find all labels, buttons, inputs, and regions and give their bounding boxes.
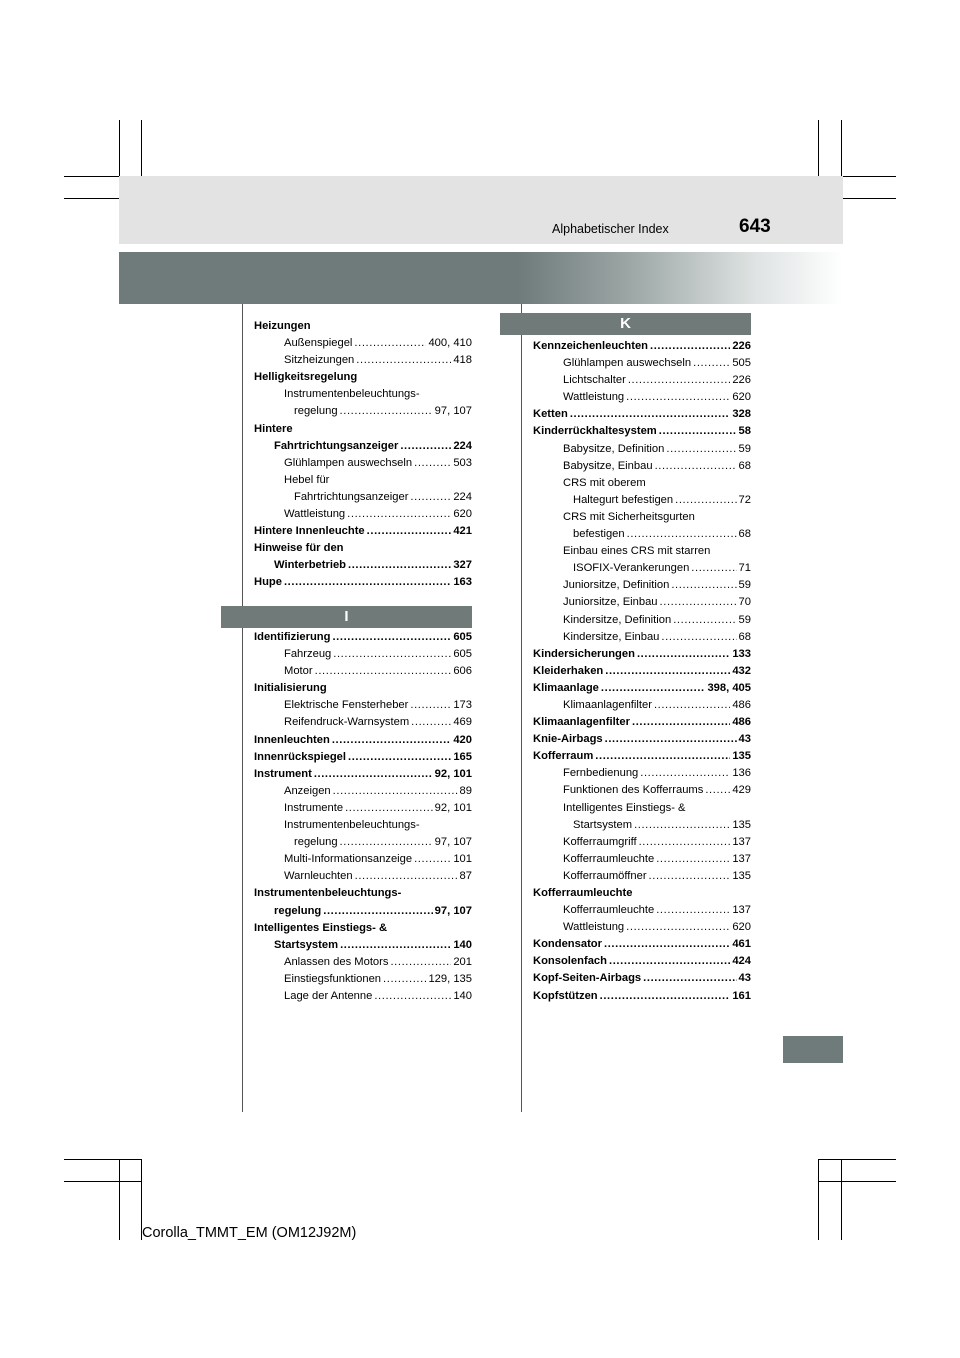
leader-dots bbox=[315, 663, 452, 680]
leader-dots bbox=[570, 406, 731, 423]
index-term: Babysitze, Definition bbox=[563, 442, 665, 455]
index-term: Fernbedienung bbox=[563, 767, 639, 780]
page-reference: 605 bbox=[453, 631, 472, 643]
index-term: Kondensator bbox=[533, 938, 602, 951]
index-entry-sub bbox=[254, 455, 472, 472]
index-entry-sub bbox=[254, 817, 472, 834]
page-reference: 424 bbox=[732, 955, 751, 968]
index-entry-main bbox=[533, 970, 751, 987]
index-entry-main bbox=[254, 749, 472, 766]
index-term: Innenleuchten bbox=[254, 733, 330, 746]
page-reference: 503 bbox=[453, 456, 472, 469]
index-term: Außenspiegel bbox=[284, 337, 353, 350]
index-entry-sub bbox=[533, 509, 751, 526]
index-entry-sub bbox=[533, 372, 751, 389]
leader-dots bbox=[632, 714, 730, 731]
page-reference: 486 bbox=[732, 698, 751, 711]
page-reference: 89 bbox=[459, 784, 472, 797]
index-entry-main bbox=[254, 937, 472, 954]
index-term: Helligkeitsregelung bbox=[254, 371, 358, 384]
leader-dots bbox=[659, 423, 737, 440]
leader-dots bbox=[656, 902, 730, 919]
index-term: Kofferraumgriff bbox=[563, 835, 637, 848]
index-entry-sub bbox=[533, 868, 751, 885]
leader-dots bbox=[374, 988, 451, 1005]
index-entry-main bbox=[254, 766, 472, 783]
index-term: Intelligentes Einstiegs- & bbox=[254, 921, 388, 934]
index-term: Wattleistung bbox=[284, 508, 346, 521]
page-reference: 129, 135 bbox=[428, 972, 472, 985]
index-entry-sub bbox=[254, 834, 472, 851]
index-term: Sitzheizungen bbox=[284, 354, 355, 367]
page-reference: 140 bbox=[453, 938, 472, 951]
page-reference: 136 bbox=[732, 767, 751, 780]
leader-dots bbox=[675, 492, 736, 509]
leader-dots bbox=[627, 526, 737, 543]
index-term: Kinderrückhaltesystem bbox=[533, 425, 657, 438]
page-reference: 328 bbox=[732, 408, 751, 421]
leader-dots bbox=[655, 458, 737, 475]
index-entry-main bbox=[533, 714, 751, 731]
leader-dots bbox=[604, 936, 730, 953]
page-reference: 620 bbox=[732, 391, 751, 404]
index-term: Juniorsitze, Einbau bbox=[563, 596, 658, 609]
page-reference: 226 bbox=[732, 340, 751, 352]
leader-dots bbox=[340, 834, 433, 851]
page-reference: 605 bbox=[453, 648, 472, 661]
index-entry-main bbox=[533, 885, 751, 902]
index-term: Kleiderhaken bbox=[533, 664, 604, 677]
section-thumb-tab bbox=[783, 1036, 843, 1063]
index-entry-sub bbox=[533, 543, 751, 560]
leader-dots bbox=[348, 557, 451, 574]
index-term: Wattleistung bbox=[563, 921, 625, 934]
index-term: Fahrtrichtungsanzeiger bbox=[294, 490, 409, 503]
index-entry-main bbox=[254, 903, 472, 920]
index-term: Reifendruck-Warnsystem bbox=[284, 716, 410, 729]
page-reference: 137 bbox=[732, 904, 751, 917]
crop-mark bbox=[818, 1181, 896, 1182]
index-entry-main bbox=[533, 680, 751, 697]
index-term: Hintere Innenleuchte bbox=[254, 525, 365, 538]
index-entry-main bbox=[254, 920, 472, 937]
leader-dots bbox=[639, 834, 731, 851]
leader-dots bbox=[323, 903, 432, 920]
leader-dots bbox=[609, 953, 730, 970]
index-entry-sub bbox=[254, 954, 472, 971]
page-reference: 429 bbox=[732, 784, 751, 797]
leader-dots bbox=[654, 697, 730, 714]
page-reference: 418 bbox=[453, 354, 472, 367]
index-term: Instrumentenbeleuchtungs- bbox=[284, 819, 420, 832]
page-reference: 137 bbox=[732, 835, 751, 848]
index-entry-sub bbox=[254, 489, 472, 506]
leader-dots bbox=[666, 441, 736, 458]
index-term: Multi-Informationsanzeige bbox=[284, 853, 413, 866]
leader-dots bbox=[348, 749, 451, 766]
leader-dots bbox=[356, 352, 451, 369]
page-reference: 226 bbox=[732, 374, 751, 387]
page-reference: 140 bbox=[453, 989, 472, 1002]
index-entry-sub bbox=[533, 782, 751, 799]
page-reference: 173 bbox=[453, 699, 472, 712]
leader-dots bbox=[693, 355, 730, 372]
leader-dots bbox=[605, 731, 737, 748]
index-term: Instrumentenbeleuchtungs- bbox=[254, 887, 402, 900]
leader-dots bbox=[691, 560, 736, 577]
leader-dots bbox=[390, 954, 451, 971]
index-entry-main bbox=[254, 318, 472, 335]
crop-mark bbox=[841, 1160, 842, 1240]
page-reference: 224 bbox=[453, 439, 472, 452]
index-entry-sub bbox=[533, 765, 751, 782]
index-term: Instrumentenbeleuchtungs- bbox=[284, 388, 420, 401]
index-term: Kennzeichenleuchten bbox=[533, 340, 649, 352]
leader-dots bbox=[410, 489, 451, 506]
leader-dots bbox=[634, 817, 730, 834]
leader-dots bbox=[340, 937, 451, 954]
index-entry-main bbox=[254, 523, 472, 540]
index-entry-sub bbox=[533, 612, 751, 629]
page-reference: 469 bbox=[453, 716, 472, 729]
index-term: ISOFIX-Verankerungen bbox=[573, 562, 690, 575]
index-term: Hupe bbox=[254, 576, 282, 589]
leader-dots bbox=[595, 748, 730, 765]
page-reference: 97, 107 bbox=[434, 904, 472, 917]
index-term: Identifizierung bbox=[254, 631, 331, 643]
leader-dots bbox=[314, 766, 433, 783]
page-reference: 59 bbox=[738, 442, 751, 455]
index-term: Kofferraumleuchte bbox=[563, 904, 655, 917]
crop-mark bbox=[818, 1159, 896, 1160]
page-reference: 135 bbox=[732, 818, 751, 831]
index-term: Hintere bbox=[254, 422, 293, 435]
index-term: Glühlampen auswechseln bbox=[284, 456, 413, 469]
page-reference: 135 bbox=[732, 869, 751, 882]
page-number: 643 bbox=[739, 216, 771, 237]
index-entry-sub bbox=[533, 475, 751, 492]
index-entry-main bbox=[533, 731, 751, 748]
index-term: Kindersicherungen bbox=[533, 647, 635, 660]
index-term: Instrumente bbox=[284, 801, 344, 814]
index-term: Heizungen bbox=[254, 320, 311, 332]
page-reference: 43 bbox=[738, 972, 751, 985]
index-term: Motor bbox=[284, 665, 313, 678]
index-column-left-h bbox=[254, 318, 472, 592]
leader-dots bbox=[705, 782, 730, 799]
index-term: Intelligentes Einstiegs- & bbox=[563, 801, 686, 814]
leader-dots bbox=[411, 714, 451, 731]
index-term: Instrument bbox=[254, 767, 312, 780]
index-term: Haltegurt befestigen bbox=[573, 493, 674, 506]
index-term: Anlassen des Motors bbox=[284, 955, 389, 968]
index-entry-sub bbox=[533, 526, 751, 543]
index-term: Glühlampen auswechseln bbox=[563, 357, 692, 370]
index-term: Fahrtrichtungsanzeiger bbox=[274, 439, 399, 452]
index-term: Wattleistung bbox=[563, 391, 625, 404]
crop-mark bbox=[818, 1160, 819, 1240]
index-term: regelung bbox=[294, 405, 338, 418]
leader-dots bbox=[656, 851, 730, 868]
index-entry-sub bbox=[254, 988, 472, 1005]
page-reference: 97, 107 bbox=[434, 836, 472, 849]
index-entry-main bbox=[254, 680, 472, 697]
leader-dots bbox=[649, 868, 731, 885]
index-term: Anzeigen bbox=[284, 784, 331, 797]
index-term: Kindersitze, Definition bbox=[563, 613, 672, 626]
page-reference: 461 bbox=[732, 938, 751, 951]
index-term: Warnleuchten bbox=[284, 870, 353, 883]
leader-dots bbox=[671, 577, 736, 594]
index-entry-sub bbox=[533, 577, 751, 594]
index-column-right-k bbox=[533, 338, 751, 1005]
column-divider bbox=[242, 304, 243, 1112]
index-term: Kopf-Seiten-Airbags bbox=[533, 972, 642, 985]
index-term: Klimaanlagenfilter bbox=[563, 698, 652, 711]
page-reference: 201 bbox=[453, 955, 472, 968]
leader-dots bbox=[660, 594, 737, 611]
crop-mark bbox=[119, 1160, 120, 1240]
leader-dots bbox=[414, 851, 451, 868]
index-entry-main bbox=[533, 663, 751, 680]
page-reference: 58 bbox=[738, 425, 751, 438]
leader-dots bbox=[333, 783, 458, 800]
index-term: Initialisierung bbox=[254, 682, 327, 695]
index-entry-sub bbox=[533, 919, 751, 936]
index-term: Kofferraumleuchte bbox=[563, 852, 655, 865]
index-term: Einstiegsfunktionen bbox=[284, 972, 382, 985]
index-term: Startsystem bbox=[573, 818, 633, 831]
leader-dots bbox=[628, 372, 731, 389]
index-column-left-i bbox=[254, 629, 472, 1005]
index-entry-sub bbox=[254, 352, 472, 369]
index-term: CRS mit oberem bbox=[563, 476, 646, 489]
crop-mark bbox=[64, 1181, 142, 1182]
leader-dots bbox=[332, 732, 451, 749]
index-entry-sub bbox=[533, 355, 751, 372]
index-entry-main bbox=[533, 406, 751, 423]
index-entry-sub bbox=[254, 386, 472, 403]
leader-dots bbox=[650, 338, 730, 355]
index-term: CRS mit Sicherheitsgurten bbox=[563, 510, 695, 523]
page-reference: 327 bbox=[453, 559, 472, 572]
index-entry-sub bbox=[533, 817, 751, 834]
index-entry-main bbox=[533, 423, 751, 440]
index-term: Juniorsitze, Definition bbox=[563, 579, 670, 592]
leader-dots bbox=[340, 403, 433, 420]
index-entry-sub bbox=[533, 902, 751, 919]
page-reference: 606 bbox=[453, 665, 472, 678]
index-term: Hebel für bbox=[284, 473, 330, 486]
index-entry-main bbox=[254, 369, 472, 386]
page-reference: 70 bbox=[738, 596, 751, 609]
page-reference: 43 bbox=[738, 733, 751, 746]
leader-dots bbox=[345, 800, 433, 817]
page-reference: 68 bbox=[738, 630, 751, 643]
index-entry-main bbox=[533, 953, 751, 970]
index-entry-main bbox=[254, 574, 472, 591]
index-term: Elektrische Fensterheber bbox=[284, 699, 409, 712]
header-band bbox=[119, 176, 843, 244]
leader-dots bbox=[626, 919, 730, 936]
page-reference: 92, 101 bbox=[434, 767, 472, 780]
page-reference: 68 bbox=[738, 459, 751, 472]
leader-dots bbox=[414, 455, 451, 472]
page-reference: 135 bbox=[732, 750, 751, 763]
index-term: Kofferraum bbox=[533, 750, 594, 763]
index-term: Klimaanlage bbox=[533, 681, 599, 694]
index-entry-sub bbox=[533, 389, 751, 406]
index-term: Konsolenfach bbox=[533, 955, 607, 968]
leader-dots bbox=[661, 629, 736, 646]
index-entry-main bbox=[254, 421, 472, 438]
index-entry-sub bbox=[533, 441, 751, 458]
index-entry-main bbox=[254, 885, 472, 902]
leader-dots bbox=[410, 697, 451, 714]
page-reference: 486 bbox=[732, 716, 751, 729]
page-reference: 420 bbox=[453, 733, 472, 746]
leader-dots bbox=[284, 574, 451, 591]
index-entry-sub bbox=[254, 971, 472, 988]
leader-dots bbox=[637, 646, 730, 663]
index-term: Kofferraumöffner bbox=[563, 869, 647, 882]
index-entry-main bbox=[533, 646, 751, 663]
page-reference: 97, 107 bbox=[434, 405, 472, 418]
index-term: Fahrzeug bbox=[284, 648, 332, 661]
leader-dots bbox=[354, 335, 426, 352]
page-reference: 68 bbox=[738, 528, 751, 541]
page-reference: 421 bbox=[453, 525, 472, 538]
page-reference: 72 bbox=[738, 493, 751, 506]
leader-dots bbox=[347, 506, 451, 523]
letter-heading-k: K bbox=[500, 313, 751, 335]
index-entry-sub bbox=[254, 335, 472, 352]
index-term: Knie-Airbags bbox=[533, 733, 603, 746]
page-reference: 87 bbox=[459, 870, 472, 883]
leader-dots bbox=[601, 680, 706, 697]
index-term: Kofferraumleuchte bbox=[533, 887, 633, 899]
index-entry-main bbox=[533, 338, 751, 355]
page-reference: 161 bbox=[732, 989, 751, 1002]
index-entry-sub bbox=[533, 800, 751, 817]
leader-dots bbox=[400, 438, 451, 455]
page-reference: 224 bbox=[453, 490, 472, 503]
leader-dots bbox=[367, 523, 452, 540]
section-title: Alphabetischer Index bbox=[552, 222, 669, 236]
leader-dots bbox=[332, 629, 451, 646]
index-entry-main bbox=[533, 988, 751, 1005]
gradient-band bbox=[119, 252, 843, 304]
index-term: Funktionen des Kofferraums bbox=[563, 784, 704, 797]
index-entry-sub bbox=[254, 714, 472, 731]
index-term: Startsystem bbox=[274, 938, 339, 951]
index-term: Ketten bbox=[533, 408, 568, 421]
leader-dots bbox=[600, 988, 731, 1005]
index-entry-sub bbox=[254, 646, 472, 663]
page-reference: 398, 405 bbox=[707, 681, 751, 694]
index-entry-sub bbox=[533, 560, 751, 577]
index-term: Einbau eines CRS mit starren bbox=[563, 545, 711, 558]
leader-dots bbox=[383, 971, 426, 988]
index-term: befestigen bbox=[573, 528, 625, 541]
leader-dots bbox=[673, 612, 736, 629]
page-reference: 165 bbox=[453, 750, 472, 763]
page-reference: 59 bbox=[738, 613, 751, 626]
index-term: Babysitze, Einbau bbox=[563, 459, 653, 472]
page-reference: 400, 410 bbox=[428, 337, 472, 350]
index-entry-sub bbox=[254, 506, 472, 523]
index-entry-sub bbox=[533, 594, 751, 611]
index-term: Lage der Antenne bbox=[284, 989, 373, 1002]
crop-mark bbox=[64, 1159, 142, 1160]
footer-doc-id: Corolla_TMMT_EM (OM12J92M) bbox=[142, 1225, 357, 1241]
leader-dots bbox=[640, 765, 730, 782]
letter-heading-i: I bbox=[221, 606, 472, 628]
index-entry-sub bbox=[254, 800, 472, 817]
page-reference: 163 bbox=[453, 576, 472, 589]
index-entry-main bbox=[533, 748, 751, 765]
leader-dots bbox=[643, 970, 736, 987]
index-term: Winterbetrieb bbox=[274, 559, 347, 572]
index-entry-sub bbox=[533, 697, 751, 714]
page-reference: 620 bbox=[732, 921, 751, 934]
index-entry-sub bbox=[254, 472, 472, 489]
index-entry-sub bbox=[254, 851, 472, 868]
index-entry-sub bbox=[533, 458, 751, 475]
leader-dots bbox=[626, 389, 730, 406]
page-reference: 59 bbox=[738, 579, 751, 592]
index-term: Klimaanlagenfilter bbox=[533, 716, 630, 729]
leader-dots bbox=[355, 868, 458, 885]
index-entry-sub bbox=[254, 868, 472, 885]
index-term: regelung bbox=[294, 836, 338, 849]
page-reference: 92, 101 bbox=[434, 801, 472, 814]
index-entry-sub bbox=[254, 783, 472, 800]
index-entry-sub bbox=[533, 851, 751, 868]
index-entry-main bbox=[254, 629, 472, 646]
leader-dots bbox=[333, 646, 451, 663]
index-entry-sub bbox=[533, 629, 751, 646]
index-term: Hinweise für den bbox=[254, 542, 344, 555]
index-entry-main bbox=[533, 936, 751, 953]
page-reference: 133 bbox=[732, 647, 751, 660]
column-divider bbox=[521, 304, 522, 1112]
index-entry-main bbox=[254, 438, 472, 455]
page-reference: 71 bbox=[738, 562, 751, 575]
index-term: Innenrückspiegel bbox=[254, 750, 347, 763]
index-entry-main bbox=[254, 540, 472, 557]
index-entry-sub bbox=[533, 492, 751, 509]
index-entry-sub bbox=[254, 403, 472, 420]
page-reference: 432 bbox=[732, 664, 751, 677]
index-term: Kopfstützen bbox=[533, 989, 598, 1002]
index-entry-main bbox=[254, 732, 472, 749]
index-term: Kindersitze, Einbau bbox=[563, 630, 660, 643]
page-reference: 137 bbox=[732, 852, 751, 865]
leader-dots bbox=[605, 663, 730, 680]
page-reference: 620 bbox=[453, 508, 472, 521]
index-entry-sub bbox=[533, 834, 751, 851]
index-entry-sub bbox=[254, 697, 472, 714]
page-reference: 505 bbox=[732, 357, 751, 370]
index-entry-sub bbox=[254, 663, 472, 680]
page-reference: 101 bbox=[453, 853, 472, 866]
index-entry-main bbox=[254, 557, 472, 574]
index-term: Lichtschalter bbox=[563, 374, 626, 387]
index-term: regelung bbox=[274, 904, 322, 917]
